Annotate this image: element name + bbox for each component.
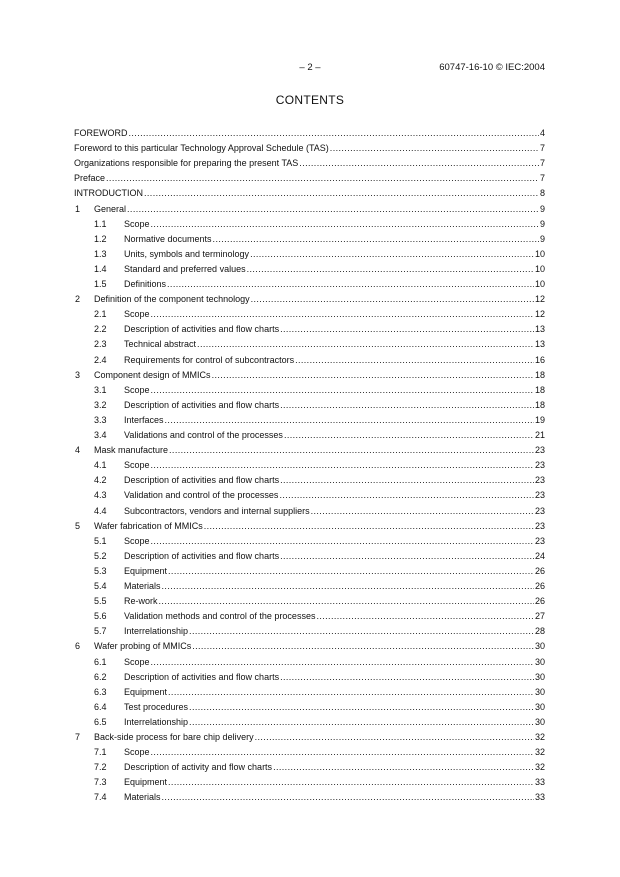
dot-leader [162, 580, 534, 593]
toc-entry-number: 3.4 [94, 430, 107, 440]
toc-entry-page: 26 [534, 581, 545, 591]
toc-entry-number: 1.5 [94, 279, 107, 289]
toc-entry-label: Equipment [124, 686, 168, 697]
toc-entry[interactable] [74, 278, 545, 291]
toc-entry-page: 23 [534, 520, 545, 531]
toc-entry[interactable] [74, 746, 545, 759]
toc-entry-page: 10 [534, 279, 545, 289]
toc-entry[interactable] [74, 701, 545, 714]
toc-entry-number: 3.3 [94, 414, 107, 425]
toc-entry-label: Mask manufacture [94, 445, 169, 456]
toc-entry-label: Scope [124, 384, 150, 395]
toc-entry-page: 27 [534, 611, 545, 622]
toc-entry-page: 7 [539, 158, 545, 169]
dot-leader [162, 791, 534, 804]
dot-leader [169, 444, 534, 457]
toc-entry[interactable] [74, 369, 545, 382]
toc-entry-label: Scope [124, 656, 150, 667]
toc-entry-label: Re-work [124, 596, 158, 607]
toc-entry-label: Materials [124, 581, 161, 591]
toc-entry[interactable] [74, 157, 545, 170]
toc-entry-label: Interrelationship [124, 716, 189, 727]
toc-entry-number: 5.2 [94, 550, 107, 561]
toc-entry[interactable] [74, 535, 545, 548]
toc-entry-label: Description of activity and flow charts [124, 762, 273, 773]
toc-entry-label: Preface [74, 173, 106, 184]
toc-entry-number: 6 [75, 641, 81, 652]
toc-entry[interactable] [74, 444, 545, 457]
toc-entry[interactable] [74, 233, 545, 246]
toc-entry[interactable] [74, 187, 545, 200]
toc-entry-label: Technical abstract [124, 339, 197, 350]
toc-entry-page: 24 [534, 550, 545, 561]
toc-entry-label: Subcontractors, vendors and internal suppliers [124, 505, 310, 516]
toc-entry-label: Wafer probing of MMICs [94, 641, 192, 652]
toc-entry-page: 13 [534, 324, 545, 335]
dot-leader [165, 414, 534, 427]
toc-entry[interactable] [74, 429, 545, 442]
toc-entry[interactable] [74, 550, 545, 563]
dot-leader [129, 127, 539, 140]
toc-entry[interactable] [74, 791, 545, 804]
toc-entry-number: 7.4 [94, 792, 107, 803]
toc-entry-label: Standard and preferred values [124, 263, 246, 274]
dot-leader [284, 429, 534, 442]
toc-entry-page: 30 [534, 656, 545, 667]
toc-entry-page: 9 [539, 203, 545, 214]
dot-leader [127, 203, 539, 216]
toc-entry-label: Validation and control of the processes [124, 490, 279, 501]
toc-entry[interactable] [74, 203, 545, 216]
page-title: CONTENTS [275, 93, 345, 107]
dot-leader [151, 308, 534, 321]
toc-entry-page: 26 [534, 565, 545, 576]
toc-entry[interactable] [74, 489, 545, 502]
toc-entry-number: 5 [75, 520, 81, 531]
toc-entry-number: 2.3 [94, 339, 107, 350]
toc-entry-number: 1.2 [94, 233, 107, 244]
toc-entry-number: 3.1 [94, 384, 107, 395]
toc-entry-page: 8 [539, 188, 545, 199]
document-id: 60747-16-10 © IEC:2004 [439, 62, 545, 73]
dot-leader [251, 293, 534, 306]
toc-entry-number: 2.1 [94, 309, 107, 320]
dot-leader [280, 399, 534, 412]
toc-entry-number: 5.6 [94, 611, 107, 622]
toc-entry-label: Description of activities and flow charts [124, 671, 280, 682]
dot-leader [330, 142, 539, 155]
dot-leader [299, 157, 539, 170]
toc-entry-label: Interrelationship [124, 626, 189, 637]
toc-entry-number: 7.1 [94, 747, 107, 758]
toc-entry[interactable] [74, 323, 545, 336]
dot-leader [197, 338, 534, 351]
toc-entry-page: 28 [534, 626, 545, 637]
dot-leader [212, 369, 534, 382]
toc-entry-page: 32 [534, 762, 545, 773]
toc-entry-page: 13 [534, 339, 545, 350]
toc-entry[interactable] [74, 716, 545, 729]
toc-entry-label: Equipment [124, 565, 168, 576]
toc-entry[interactable] [74, 459, 545, 472]
toc-entry[interactable] [74, 263, 545, 276]
toc-entry-number: 6.3 [94, 686, 107, 697]
dot-leader [279, 489, 534, 502]
toc-entry-label: FOREWORD [74, 128, 128, 138]
dot-leader [273, 761, 534, 774]
dot-leader [311, 505, 534, 518]
toc-entry-label: Requirements for control of subcontractors [124, 354, 295, 365]
toc-entry-page: 30 [534, 641, 545, 652]
toc-entry-label: Scope [124, 218, 150, 229]
toc-entry[interactable] [74, 172, 545, 185]
toc-entry[interactable] [74, 731, 545, 744]
toc-entry-label: Description of activities and flow charts [124, 324, 280, 335]
toc-entry[interactable] [74, 218, 545, 231]
toc-entry-label: Scope [124, 535, 150, 546]
toc-entry-number: 4 [75, 445, 81, 456]
toc-entry-number: 4.1 [94, 460, 107, 471]
toc-entry-label: General [94, 203, 127, 214]
toc-entry-label: Description of activities and flow charts [124, 550, 280, 561]
toc-entry[interactable] [74, 776, 545, 789]
dot-leader [106, 172, 539, 185]
toc-entry-page: 9 [539, 233, 545, 244]
toc-entry[interactable] [74, 384, 545, 397]
toc-entry[interactable] [74, 399, 545, 412]
dot-leader [189, 625, 534, 638]
toc-entry-page: 30 [534, 686, 545, 697]
toc-entry-number: 1.3 [94, 248, 107, 259]
toc-entry[interactable] [74, 127, 545, 140]
toc-entry[interactable] [74, 640, 545, 653]
toc-entry-page: 30 [534, 701, 545, 712]
toc-entry-page: 30 [534, 671, 545, 682]
toc-entry-number: 5.4 [94, 581, 107, 591]
toc-entry-number: 5.1 [94, 535, 107, 546]
dot-leader [159, 595, 534, 608]
dot-leader [168, 776, 534, 789]
toc-entry-number: 6.4 [94, 701, 107, 712]
toc-entry-label: Interfaces [124, 414, 164, 425]
toc-entry[interactable] [74, 565, 545, 578]
toc-entry-number: 2 [75, 294, 81, 305]
dot-leader [213, 233, 539, 246]
toc-entry-label: Description of activities and flow charts [124, 475, 280, 486]
toc-entry[interactable] [74, 248, 545, 261]
dot-leader [151, 459, 534, 472]
toc-entry-number: 5.3 [94, 565, 107, 576]
dot-leader [250, 248, 534, 261]
toc-entry-page: 23 [534, 505, 545, 516]
toc-entry[interactable] [74, 338, 545, 351]
toc-entry-label: Scope [124, 747, 150, 758]
toc-entry-page: 21 [534, 430, 545, 440]
toc-entry-page: 23 [534, 535, 545, 546]
page-number: – 2 – [299, 62, 321, 73]
dot-leader [192, 640, 534, 653]
dot-leader [255, 731, 534, 744]
toc-entry-number: 4.4 [94, 505, 107, 516]
toc-entry-page: 7 [539, 173, 545, 184]
toc-entry[interactable] [74, 293, 545, 306]
toc-entry-number: 4.2 [94, 475, 107, 486]
toc-entry-page: 23 [534, 445, 545, 456]
toc-entry-label: Scope [124, 460, 150, 471]
toc-entry-number: 2.4 [94, 354, 107, 365]
toc-entry-page: 7 [539, 143, 545, 154]
dot-leader [168, 686, 534, 699]
toc-entry-page: 10 [534, 248, 545, 259]
toc-entry-page: 18 [534, 369, 545, 380]
toc-entry-number: 1.1 [94, 218, 107, 229]
toc-entry[interactable] [74, 414, 545, 427]
dot-leader [295, 354, 534, 367]
dot-leader [316, 610, 534, 623]
toc-entry-label: Component design of MMICs [94, 369, 211, 380]
toc-entry-label: Definition of the component technology [94, 294, 250, 305]
toc-entry-page: 32 [534, 732, 545, 742]
toc-entry-label: Validation methods and control of the processes [124, 611, 316, 622]
toc-entry-label: Organizations responsible for preparing the present TAS [74, 158, 299, 169]
toc-entry[interactable] [74, 142, 545, 155]
dot-leader [168, 565, 534, 578]
dot-leader [151, 746, 534, 759]
toc-entry[interactable] [74, 505, 545, 518]
toc-entry-page: 33 [534, 777, 545, 788]
toc-entry-number: 7 [75, 732, 81, 742]
toc-entry-number: 1 [75, 203, 81, 214]
toc-entry-label: Validations and control of the processes [124, 430, 283, 440]
toc-entry-number: 4.3 [94, 490, 107, 501]
toc-entry[interactable] [74, 625, 545, 638]
toc-entry[interactable] [74, 671, 545, 684]
toc-entry[interactable] [74, 580, 545, 593]
toc-entry-label: Units, symbols and terminology [124, 248, 250, 259]
toc-entry-label: Equipment [124, 777, 168, 788]
toc-entry-page: 32 [534, 747, 545, 758]
toc-entry[interactable] [74, 520, 545, 533]
toc-entry[interactable] [74, 354, 545, 367]
dot-leader [204, 520, 534, 533]
dot-leader [144, 187, 539, 200]
toc-entry[interactable] [74, 308, 545, 321]
toc-entry-number: 6.1 [94, 656, 107, 667]
toc-entry-label: Foreword to this particular Technology Approval Schedule (TAS) [74, 143, 329, 154]
toc-entry-page: 23 [534, 490, 545, 501]
toc-entry[interactable] [74, 686, 545, 699]
dot-leader [280, 550, 534, 563]
toc-entry-number: 1.4 [94, 263, 107, 274]
toc-entry-label: INTRODUCTION [74, 188, 143, 199]
toc-entry-page: 12 [534, 309, 545, 320]
toc-entry-page: 26 [534, 596, 545, 607]
toc-entry-number: 3.2 [94, 399, 107, 410]
toc-entry-number: 2.2 [94, 324, 107, 335]
dot-leader [247, 263, 534, 276]
toc-entry-number: 7.2 [94, 762, 107, 773]
toc-entry[interactable] [74, 761, 545, 774]
toc-entry-page: 23 [534, 460, 545, 471]
toc-entry-number: 5.5 [94, 596, 107, 607]
dot-leader [151, 535, 534, 548]
toc-entry-number: 7.3 [94, 777, 107, 788]
toc-entry[interactable] [74, 595, 545, 608]
toc-entry-label: Normative documents [124, 233, 212, 244]
toc-entry-number: 6.5 [94, 716, 107, 727]
toc-entry-page: 23 [534, 475, 545, 486]
toc-entry-page: 16 [534, 354, 545, 365]
dot-leader [280, 474, 534, 487]
dot-leader [189, 716, 534, 729]
toc-entry[interactable] [74, 656, 545, 669]
toc-entry-label: Scope [124, 309, 150, 320]
toc-entry-page: 30 [534, 716, 545, 727]
toc-entry-page: 12 [534, 294, 545, 305]
toc-entry-page: 19 [534, 414, 545, 425]
dot-leader [189, 701, 534, 714]
toc-entry[interactable] [74, 474, 545, 487]
toc-entry-label: Description of activities and flow charts [124, 399, 280, 410]
toc-entry-number: 6.2 [94, 671, 107, 682]
toc-entry-label: Back-side process for bare chip delivery [94, 732, 254, 742]
toc-entry[interactable] [74, 610, 545, 623]
toc-entry-page: 4 [539, 128, 545, 138]
toc-entry-page: 18 [534, 384, 545, 395]
toc-entry-number: 3 [75, 369, 81, 380]
toc-entry-label: Test procedures [124, 701, 189, 712]
dot-leader [280, 323, 534, 336]
dot-leader [167, 278, 534, 291]
toc-entry-label: Materials [124, 792, 161, 803]
toc-entry-page: 33 [534, 792, 545, 803]
toc-entry-page: 18 [534, 399, 545, 410]
dot-leader [151, 656, 534, 669]
toc-entry-label: Definitions [124, 279, 167, 289]
toc-entry-label: Wafer fabrication of MMICs [94, 520, 203, 531]
dot-leader [280, 671, 534, 684]
dot-leader [151, 384, 534, 397]
toc-entry-number: 5.7 [94, 626, 107, 637]
toc-entry-page: 9 [539, 218, 545, 229]
dot-leader [151, 218, 539, 231]
toc-entry-page: 10 [534, 263, 545, 274]
